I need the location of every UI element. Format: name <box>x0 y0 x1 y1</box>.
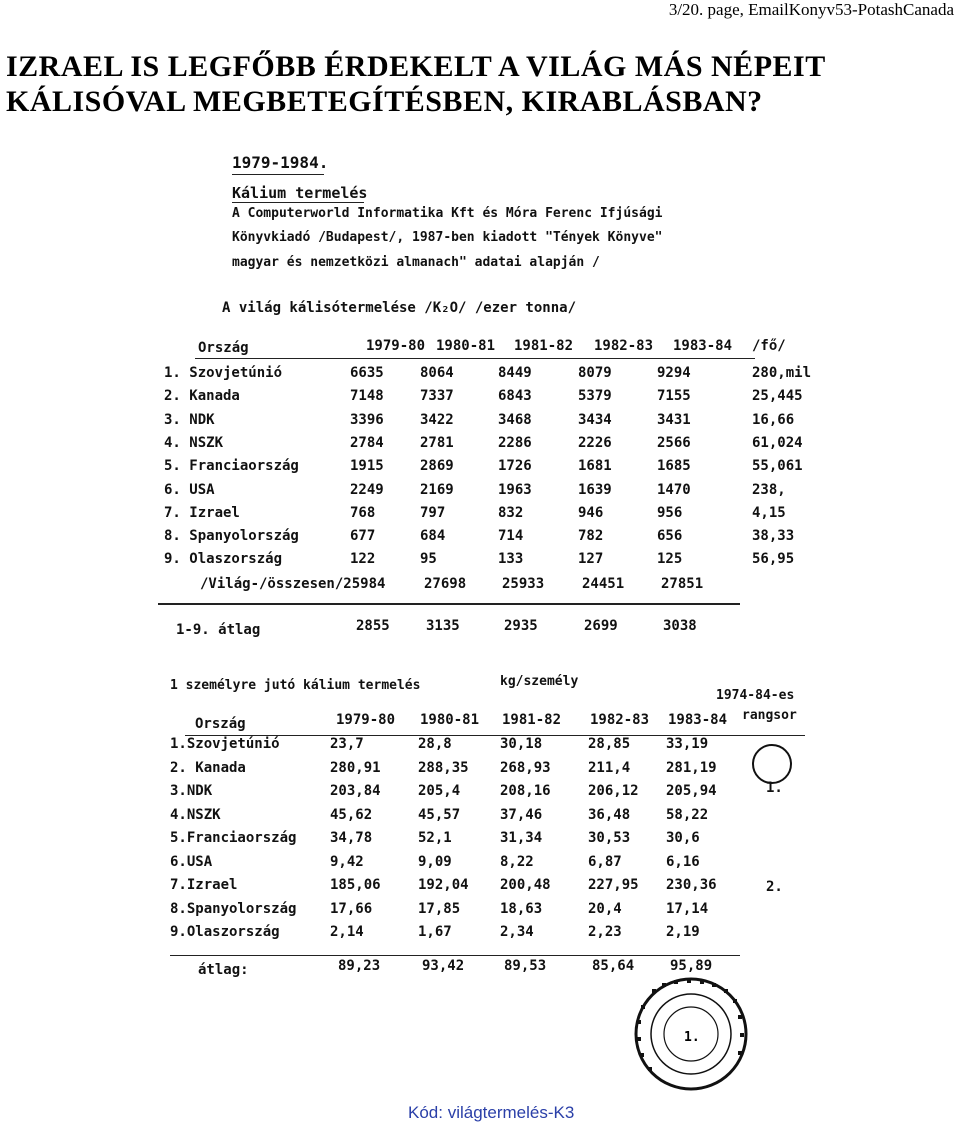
table1-row-label: 5. Franciaország <box>164 458 299 475</box>
table2-cell: 33,19 <box>666 736 709 752</box>
table2-avg-cell: 93,42 <box>422 958 465 974</box>
table1-cell: 2781 <box>420 434 454 451</box>
table2-avg-label: átlag: <box>198 962 249 978</box>
table1-cell: 125 <box>657 551 683 568</box>
table2-cell: 36,48 <box>588 806 631 823</box>
table2-cell: 205,94 <box>666 783 717 799</box>
table1-header-rule <box>195 358 755 359</box>
table1-cell: 2566 <box>657 434 691 451</box>
table1-row-label: 7. Izrael <box>164 504 240 521</box>
table1-cell: 6635 <box>350 365 384 381</box>
table1-cell: 1681 <box>578 458 612 475</box>
table1-col-header: 1982-83 <box>594 338 654 354</box>
table2-rank-header-1: 1974-84-es <box>716 688 795 703</box>
table2-row-label: 8.Spanyolország <box>170 900 297 917</box>
table2-avg-cell: 89,23 <box>338 958 381 974</box>
rank-circle <box>752 744 792 784</box>
table1-avg-cell: 2855 <box>356 618 390 634</box>
table1-cell: 8449 <box>498 365 532 381</box>
table1-cell: 1470 <box>657 481 691 498</box>
table2-cell: 2,14 <box>330 924 364 940</box>
page-header: 3/20. page, EmailKonyv53-PotashCanada <box>668 0 954 19</box>
table1-world-label: /Világ-/összesen/25984 <box>200 576 386 592</box>
table2-rank-header-2: rangsor <box>742 708 797 723</box>
table2-avg-cell: 95,89 <box>670 958 713 974</box>
table2-caption: 1 személyre jutó kálium termelés <box>170 678 421 693</box>
table2-cell: 17,66 <box>330 900 373 917</box>
table2-cell: 2,19 <box>666 924 700 940</box>
table1-col-header: /fő/ <box>752 338 786 354</box>
table2-row-label: 3.NDK <box>170 783 213 799</box>
table1-col-header: 1983-84 <box>673 338 733 354</box>
table1-cell: 133 <box>498 551 524 568</box>
table2-header-rule <box>185 735 805 736</box>
table2-avg-cell: 89,53 <box>504 958 547 974</box>
table1-row-label: 6. USA <box>164 481 215 498</box>
table2-cell: 206,12 <box>588 783 639 799</box>
table2-cell: 18,63 <box>500 900 543 917</box>
table1-cell: 238, <box>752 481 786 498</box>
table1-cell: 9294 <box>657 365 691 381</box>
table2-cell: 45,57 <box>418 806 461 823</box>
table1-cell: 8064 <box>420 365 454 381</box>
table2-cell: 211,4 <box>588 759 631 776</box>
table2-cell: 1,67 <box>418 924 452 940</box>
table1-world-cell: 24451 <box>582 576 625 592</box>
table2-cell: 227,95 <box>588 877 639 893</box>
table2-col-header: 1980-81 <box>420 712 480 728</box>
source-line-3: magyar és nemzetközi almanach" adatai alapján / <box>232 255 600 270</box>
table1-cell: 1639 <box>578 481 612 498</box>
table2-cell: 2,23 <box>588 924 622 940</box>
table1-cell: 95 <box>420 551 437 568</box>
table1-cell: 3468 <box>498 411 532 428</box>
table2-cell: 45,62 <box>330 806 373 823</box>
table1-world-cell: 27698 <box>424 576 467 592</box>
table1-row-label: 3. NDK <box>164 411 215 428</box>
table1-cell: 2869 <box>420 458 454 475</box>
table2-cell: 17,14 <box>666 900 709 917</box>
table1-cell: 677 <box>350 528 376 545</box>
table1-cell: 2286 <box>498 434 532 451</box>
table2-cell: 280,91 <box>330 759 381 776</box>
table2-cell: 281,19 <box>666 759 717 776</box>
table1-cell: 6843 <box>498 388 532 405</box>
table2-cell: 2,34 <box>500 924 534 940</box>
table2-rank: 2. <box>766 879 783 895</box>
table1-cell: 2169 <box>420 481 454 498</box>
table1-cell: 714 <box>498 528 524 545</box>
table1-cell: 7148 <box>350 388 384 405</box>
source-line-2: Könyvkiadó /Budapest/, 1987-ben kiadott "Tények Könyve" <box>232 230 663 245</box>
table2-cell: 6,16 <box>666 853 700 870</box>
table1-cell: 4,15 <box>752 504 786 521</box>
table2-cell: 20,4 <box>588 900 622 917</box>
table1-cell: 38,33 <box>752 528 795 545</box>
table2-cell: 28,8 <box>418 736 452 752</box>
table2-cell: 230,36 <box>666 877 717 893</box>
table2-cell: 28,85 <box>588 736 631 752</box>
table2-cell: 185,06 <box>330 877 381 893</box>
table2-col-header: 1979-80 <box>336 712 396 728</box>
table2-cell: 6,87 <box>588 853 622 870</box>
table2-row-label: 7.Izrael <box>170 877 238 893</box>
table2-cell: 31,34 <box>500 830 543 846</box>
table1-cell: 1685 <box>657 458 691 475</box>
table2-cell: 9,42 <box>330 853 364 870</box>
table2-cell: 9,09 <box>418 853 452 870</box>
table1-cell: 122 <box>350 551 376 568</box>
table1-cell: 55,061 <box>752 458 803 475</box>
table2-cell: 205,4 <box>418 783 461 799</box>
table1-avg-label: 1-9. átlag <box>176 622 261 638</box>
table2-cell: 30,53 <box>588 830 631 846</box>
table1-row-label: 2. Kanada <box>164 388 240 405</box>
table2-cell: 37,46 <box>500 806 543 823</box>
table1-cell: 5379 <box>578 388 612 405</box>
document-code: Kód: világtermelés-K3 <box>408 1103 575 1122</box>
table1-cell: 2226 <box>578 434 612 451</box>
table1-cell: 16,66 <box>752 411 795 428</box>
table2-row-label: 6.USA <box>170 853 213 870</box>
round-stamp-seal <box>632 975 750 1093</box>
table2-cell: 23,7 <box>330 736 364 752</box>
stamp-number: 1. <box>684 1030 700 1045</box>
table1-cell: 2249 <box>350 481 384 498</box>
table1-col-header: 1980-81 <box>436 338 496 354</box>
table1-cell: 127 <box>578 551 604 568</box>
table1-cell: 1726 <box>498 458 532 475</box>
table1-cell: 956 <box>657 504 683 521</box>
doc-years: 1979-1984. <box>232 153 329 172</box>
table2-row-label: 4.NSZK <box>170 806 221 823</box>
table1-cell: 684 <box>420 528 446 545</box>
table2-cell: 30,18 <box>500 736 543 752</box>
table1-row-label: 1. Szovjetúnió <box>164 365 283 381</box>
table2-col-header: 1982-83 <box>590 712 650 728</box>
years-underline <box>232 174 324 175</box>
table2-cell: 58,22 <box>666 806 709 823</box>
source-line-1: A Computerworld Informatika Kft és Móra Ferenc Ifjúsági <box>232 206 663 221</box>
table1-world-cell: 25933 <box>502 576 545 592</box>
table1-cell: 3396 <box>350 411 384 428</box>
table1-avg-cell: 2935 <box>504 618 538 634</box>
table1-cell: 656 <box>657 528 683 545</box>
table2-col-header: 1983-84 <box>668 712 728 728</box>
table1-total-rule <box>158 603 740 605</box>
table2-row-label: 9.Olaszország <box>170 924 280 940</box>
table1-col-header: 1981-82 <box>514 338 574 354</box>
table1-cell: 782 <box>578 528 604 545</box>
table1-cell: 7337 <box>420 388 454 405</box>
table1-col-header: 1979-80 <box>366 338 426 354</box>
table1-cell: 61,024 <box>752 434 803 451</box>
table2-cell: 200,48 <box>500 877 551 893</box>
table2-avg-rule <box>170 955 740 956</box>
table2-unit: kg/személy <box>500 674 579 689</box>
table2-cell: 208,16 <box>500 783 551 799</box>
table2-col-header: 1981-82 <box>502 712 562 728</box>
table1-world-cell: 27851 <box>661 576 704 592</box>
table1-row-label: 8. Spanyolország <box>164 528 299 545</box>
heading-underline <box>232 202 364 203</box>
table1-col-header-country: Ország <box>198 340 249 356</box>
table2-row-label: 1.Szovjetúnió <box>170 736 280 752</box>
table1-cell: 25,445 <box>752 388 803 405</box>
page-title-line-1: IZRAEL IS LEGFŐBB ÉRDEKELT A VILÁG MÁS NÉPEIT <box>6 50 826 83</box>
table1-cell: 2784 <box>350 434 384 451</box>
table2-row-label: 5.Franciaország <box>170 830 297 846</box>
table1-cell: 797 <box>420 504 446 521</box>
table2-cell: 30,6 <box>666 830 700 846</box>
table2-cell: 17,85 <box>418 900 461 917</box>
table1-row-label: 9. Olaszország <box>164 551 283 568</box>
table1-cell: 768 <box>350 504 376 521</box>
table1-cell: 7155 <box>657 388 691 405</box>
table1-cell: 946 <box>578 504 604 521</box>
table2-cell: 268,93 <box>500 759 551 776</box>
table1-avg-cell: 3135 <box>426 618 460 634</box>
table1-cell: 8079 <box>578 365 612 381</box>
table2-cell: 52,1 <box>418 830 452 846</box>
table2-cell: 288,35 <box>418 759 469 776</box>
table2-col-header-country: Ország <box>195 716 246 732</box>
doc-heading: Kálium termelés <box>232 184 368 202</box>
table1-cell: 3431 <box>657 411 691 428</box>
table1-caption: A világ kálisótermelése /K₂O/ /ezer tonna/ <box>222 300 577 316</box>
table2-cell: 203,84 <box>330 783 381 799</box>
table1-cell: 3422 <box>420 411 454 428</box>
table1-avg-cell: 2699 <box>584 618 618 634</box>
page-title-line-2: KÁLISÓVAL MEGBETEGÍTÉSBEN, KIRABLÁSBAN? <box>6 85 763 118</box>
table2-cell: 192,04 <box>418 877 469 893</box>
table2-row-label: 2. Kanada <box>170 759 246 776</box>
table2-cell: 34,78 <box>330 830 373 846</box>
table1-cell: 56,95 <box>752 551 795 568</box>
table1-avg-cell: 3038 <box>663 618 697 634</box>
table1-cell: 832 <box>498 504 524 521</box>
table1-cell: 3434 <box>578 411 612 428</box>
table1-row-label: 4. NSZK <box>164 434 224 451</box>
table2-avg-cell: 85,64 <box>592 958 635 974</box>
table1-cell: 280,mil <box>752 365 812 381</box>
table2-cell: 8,22 <box>500 853 534 870</box>
table1-cell: 1963 <box>498 481 532 498</box>
table1-cell: 1915 <box>350 458 384 475</box>
table2-rank: 1. <box>766 779 783 796</box>
